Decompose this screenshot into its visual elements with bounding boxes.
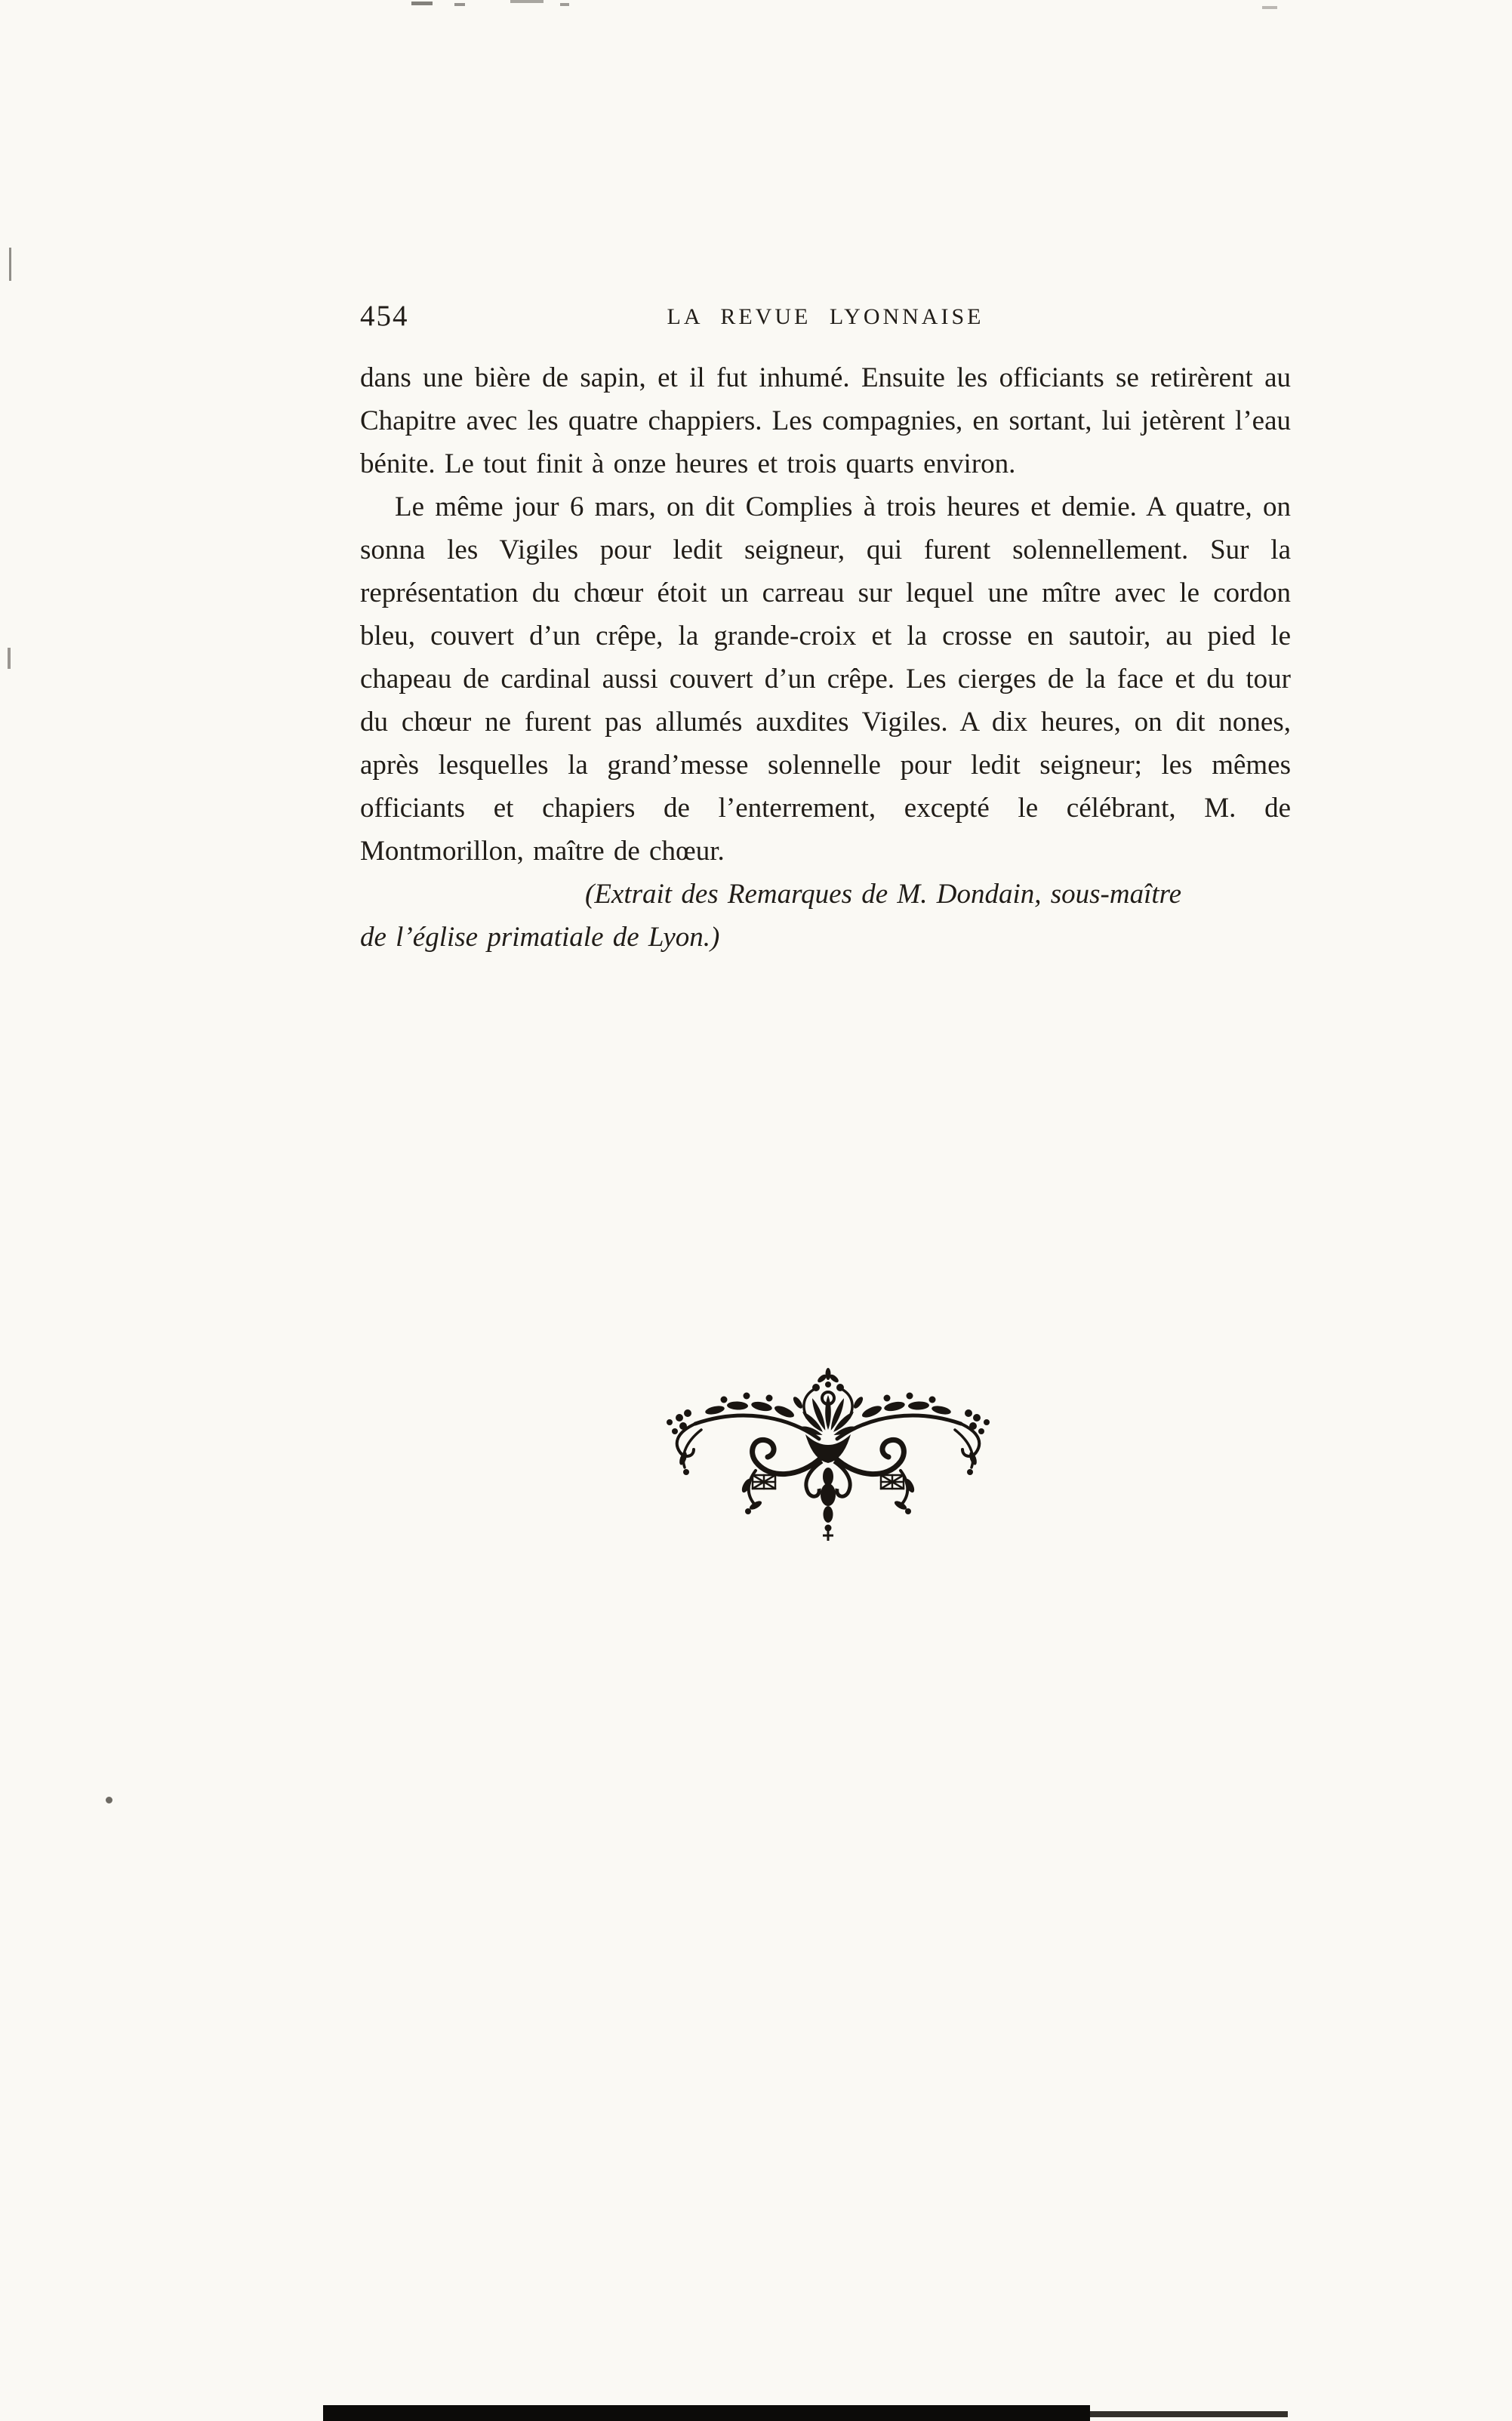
paragraph: dans une bière de sapin, et il fut inhumé. Ensuite les officiants se retirèrent au Chapitre avec les quatre chappiers. Les compagnies, en sortant, lui jetèrent l’eau bénite. Le tout finit à onze heures et trois quarts environ. [360, 362, 1291, 479]
scan-artifact [9, 248, 11, 281]
floral-vignette-icon [632, 1365, 1024, 1546]
attribution-line: (Extrait des Remarques de M. Dondain, sous-maître [585, 879, 1182, 910]
scan-artifact [8, 648, 11, 669]
paragraph: Le même jour 6 mars, on dit Complies à trois heures et demie. A quatre, on sonna les Vigiles pour ledit seigneur, qui furent solennellement. Sur la représentation du chœur étoit un carreau sur lequel une mître avec le cordon bleu, couvert d’un crêpe, la grande-croix et la crosse en sautoir, au pied le chapeau de cardinal aussi couvert d’un crêpe. Les cierges de la face et du tour du chœur ne furent pas allumés auxdites Vigiles. A dix heures, on dit nones, après lesquelles la grand’messe solennelle pour ledit seigneur; les mêmes officiants et chapiers de l’enterrement, excepté le célébrant, M. de Montmorillon, maître de chœur. [360, 491, 1291, 867]
running-header-title: LA REVUE LYONNAISE [667, 304, 984, 329]
running-header [360, 299, 1291, 337]
floral-ornament-vignette [632, 1365, 1024, 1546]
attribution-line: de l’église primatiale de Lyon.) [360, 922, 720, 953]
scan-artifact [510, 0, 544, 3]
scan-artifact [560, 3, 569, 6]
attribution [360, 873, 1291, 959]
scan-edge-artifact [323, 2405, 1090, 2421]
page-number: 454 [360, 300, 409, 332]
scan-artifact [454, 3, 465, 6]
body-text-block [360, 356, 1291, 959]
scan-artifact [411, 2, 433, 5]
scan-artifact [1262, 6, 1277, 9]
scan-edge-artifact [1090, 2411, 1288, 2417]
scan-artifact [106, 1797, 112, 1803]
